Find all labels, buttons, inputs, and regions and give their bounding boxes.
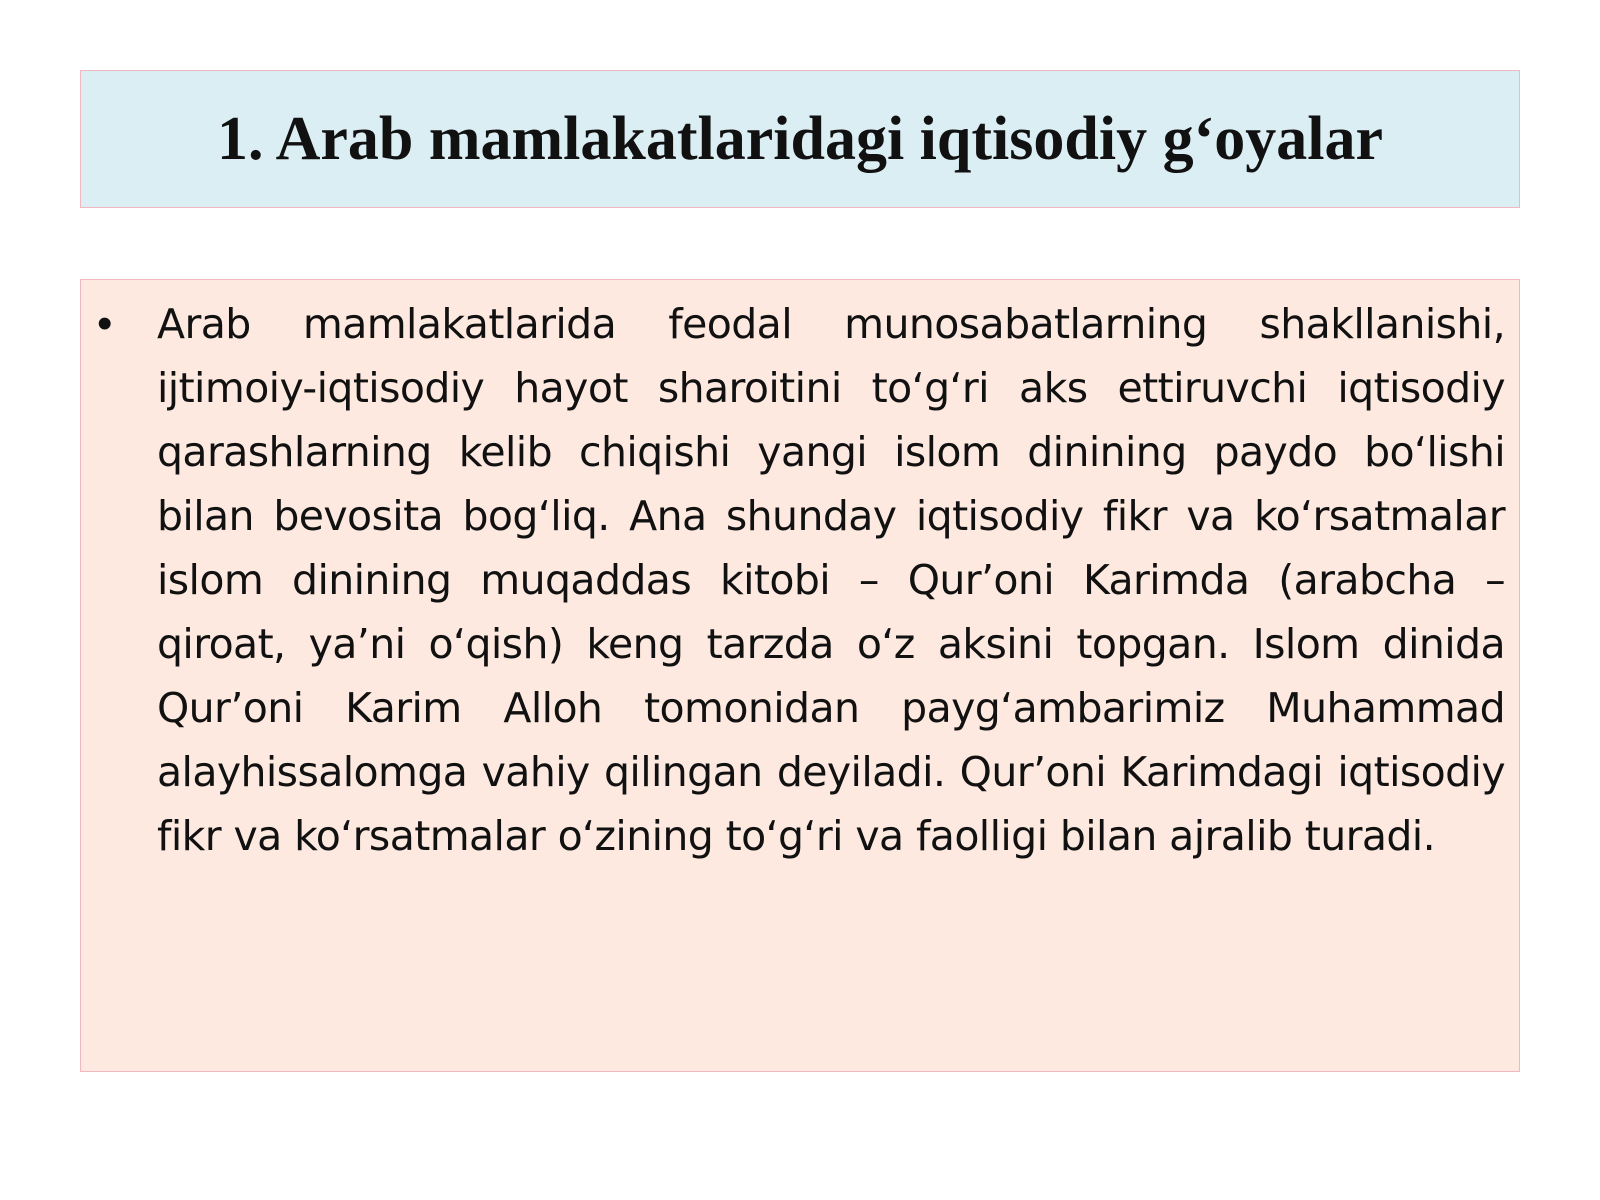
bullet-marker: • (97, 299, 113, 348)
title-box (80, 70, 1520, 208)
slide-title: 1. Arab mamlakatlaridagi iqtisodiy g‘oyalar (217, 104, 1383, 173)
content-box (80, 279, 1520, 1072)
bullet-text: Arab mamlakatlarida feodal munosabatlarning shakllanishi, ijtimoiy-iqtisodiy hayot sharoitini to‘g‘ri aks ettiruvchi iqtisodiy qarashlarning kelib chiqishi yangi islom dinining paydo bo‘lishi bilan bevosita bog‘liq. Ana shunday iqtisodiy fikr va ko‘rsatmalar islom dinining muqaddas kitobi – Qur’oni Karimda (arabcha – qiroat, ya’ni o‘qish) keng tarzda o‘z aksini topgan. Islom dinida Qur’oni Karim Alloh tomonidan payg‘ambarimiz Muhammad alayhissalomga vahiy qilingan deyiladi. Qur’oni Karimdagi iqtisodiy fikr va ko‘rsatmalar o‘zining to‘g‘ri va faolligi bilan ajralib turadi. (157, 300, 1505, 860)
